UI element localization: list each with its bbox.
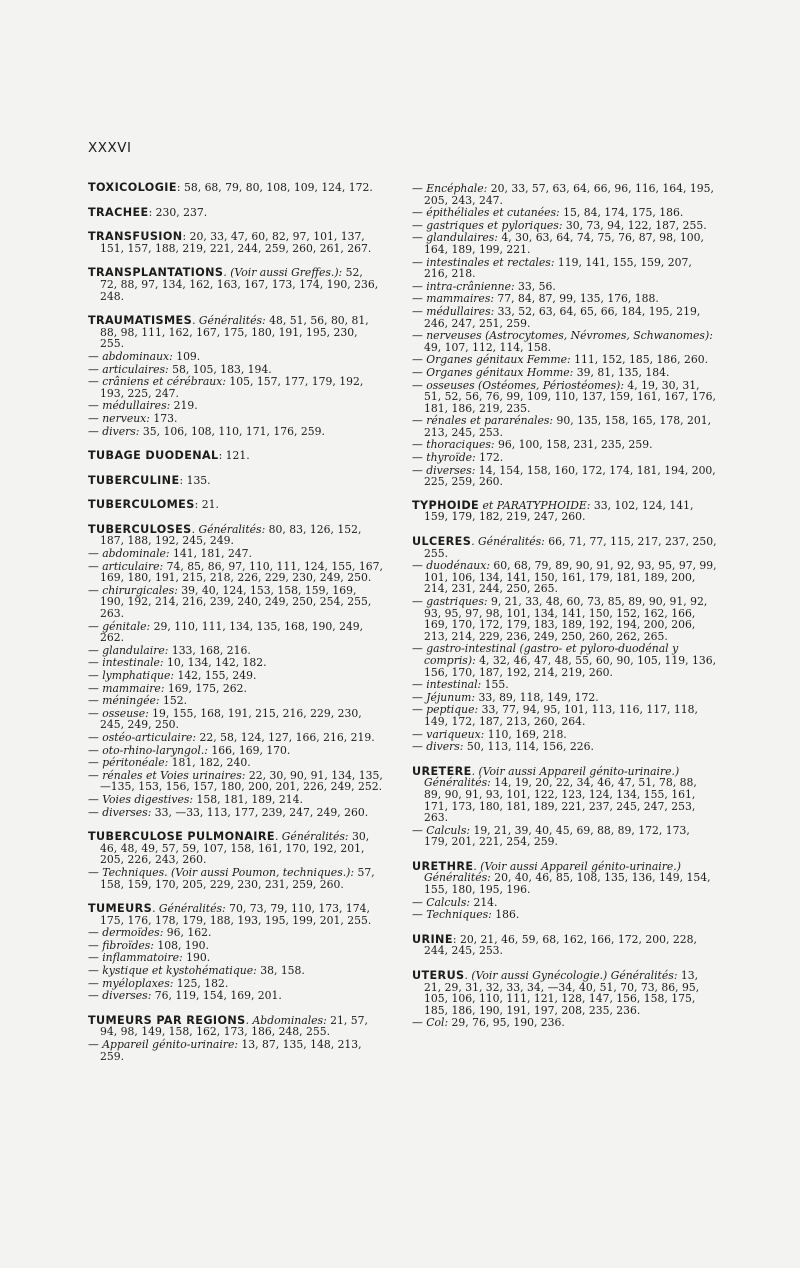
entry-heading: TUBAGE DUODENAL bbox=[88, 449, 219, 463]
sub-entry-label: — chirurgicales: bbox=[88, 583, 178, 597]
sub-entry-page-refs: 22, 30, 90, 91, 134, 135, —135, 153, 156, 157, 180, 200, 201, 226, 249, 252. bbox=[100, 768, 383, 794]
index-entry bbox=[88, 315, 383, 437]
sub-entry bbox=[88, 351, 383, 363]
entry-main-line bbox=[88, 903, 383, 926]
sub-entry-label: — diverses: bbox=[412, 463, 476, 477]
sub-entry-page-refs: 142, 155, 249. bbox=[174, 669, 257, 682]
entry-heading: TUBERCULOSE PULMONAIRE bbox=[88, 830, 275, 844]
index-entry bbox=[412, 500, 717, 523]
entry-heading: TYPHOIDE bbox=[412, 498, 480, 512]
sub-entry-page-refs: 125, 182. bbox=[173, 976, 229, 990]
index-entry bbox=[412, 536, 717, 753]
left-column bbox=[88, 182, 383, 1075]
sub-entry-page-refs: 173. bbox=[149, 411, 178, 425]
entry-main-line bbox=[88, 182, 383, 194]
sub-entry bbox=[88, 1039, 383, 1062]
sub-entry-page-refs: 58, 105, 183, 194. bbox=[168, 362, 272, 376]
entry-qualifier: . Généralités: bbox=[191, 522, 266, 536]
sub-entry-page-refs: 35, 106, 108, 110, 171, 176, 259. bbox=[139, 424, 325, 438]
sub-entry bbox=[88, 645, 383, 657]
index-entry bbox=[88, 182, 383, 194]
sub-entry-label: — kystique et kystohématique: bbox=[88, 964, 257, 978]
sub-entry-label: — divers: bbox=[412, 740, 464, 754]
sub-entry bbox=[88, 757, 383, 769]
sub-entry-page-refs: 30, 73, 94, 122, 187, 255. bbox=[562, 218, 707, 232]
entry-page-refs: : 21. bbox=[194, 498, 219, 512]
sub-entry-page-refs: 77, 84, 87, 99, 135, 176, 188. bbox=[494, 292, 659, 306]
sub-entry bbox=[88, 400, 383, 412]
entry-main-line bbox=[88, 231, 383, 254]
entry-heading: TRAUMATISMES bbox=[88, 314, 193, 328]
entry-main-line bbox=[88, 450, 383, 462]
sub-entry-page-refs: 190. bbox=[182, 951, 211, 965]
entry-heading: TUMEURS PAR REGIONS bbox=[88, 1013, 246, 1027]
sub-entry bbox=[88, 657, 383, 669]
entry-heading: TRANSFUSION bbox=[88, 230, 183, 244]
sub-entry-page-refs: 39, 81, 135, 184. bbox=[573, 365, 670, 379]
entry-qualifier: . (Voir aussi Appareil génito-urinaire.) Généralités: bbox=[424, 764, 680, 790]
entry-page-refs: 48, 51, 56, 80, 81, 88, 98, 111, 162, 167, 175, 180, 191, 195, 230, 255. bbox=[100, 314, 369, 351]
sub-entry bbox=[412, 220, 717, 232]
entry-heading: ULCERES bbox=[412, 535, 472, 549]
sub-entry bbox=[88, 708, 383, 731]
entry-main-line bbox=[412, 536, 717, 559]
sub-entry bbox=[88, 621, 383, 644]
sub-entry-label: — Voies digestives: bbox=[88, 792, 194, 806]
sub-entry bbox=[88, 376, 383, 399]
sub-entry-label: — myéloplaxes: bbox=[88, 976, 174, 990]
sub-entry-label: — Organes génitaux Homme: bbox=[412, 365, 574, 379]
entry-main-line bbox=[88, 1015, 383, 1038]
sub-entry bbox=[88, 952, 383, 964]
entry-page-refs: 80, 83, 126, 152, 187, 188, 192, 245, 249. bbox=[100, 522, 362, 548]
sub-entry-page-refs: 49, 107, 112, 114, 158. bbox=[424, 340, 552, 354]
sub-entry-page-refs: 96, 100, 158, 231, 235, 259. bbox=[494, 438, 653, 452]
sub-entry-page-refs: 219. bbox=[170, 399, 198, 413]
index-entry bbox=[88, 231, 383, 254]
index-entry bbox=[88, 831, 383, 890]
sub-entry-label: — mammaire: bbox=[88, 681, 165, 695]
sub-entry-page-refs: 141, 181, 247. bbox=[169, 547, 252, 561]
sub-entry-page-refs: 158, 181, 189, 214. bbox=[193, 792, 303, 806]
sub-entry bbox=[412, 897, 717, 909]
entry-qualifier: . (Voir aussi Appareil génito-urinaire.) Généralités: bbox=[424, 859, 681, 885]
sub-entry-label: — épithéliales et cutanées: bbox=[412, 206, 560, 220]
index-entry bbox=[412, 861, 717, 921]
entry-heading: TRANSPLANTATIONS bbox=[88, 266, 224, 280]
sub-entry-label: — articulaires: bbox=[88, 362, 169, 376]
index-entry bbox=[412, 183, 717, 488]
sub-entry-label: — lymphatique: bbox=[88, 669, 175, 682]
sub-entry bbox=[412, 643, 717, 678]
sub-entry-page-refs: 214. bbox=[470, 895, 498, 909]
entry-main-line bbox=[88, 831, 383, 866]
sub-entry bbox=[88, 978, 383, 990]
sub-entry-page-refs: 38, 158. bbox=[256, 964, 305, 978]
sub-entry-page-refs: 14, 154, 158, 160, 172, 174, 181, 194, 200, 225, 259, 260. bbox=[424, 463, 716, 489]
sub-entry-page-refs: 9, 21, 33, 48, 60, 73, 85, 89, 90, 91, 92, 93, 95, 97, 98, 101, 134, 141, 150, 152, 162, 166, 169, 170, 172, 179, 183, 189, 192, 194, 200, 206, 213, 214, 229, 236, 249, 250, 260, 262, 265. bbox=[424, 595, 708, 643]
sub-entry-label: — péritonéale: bbox=[88, 756, 169, 770]
sub-entry-page-refs: 22, 58, 124, 127, 166, 216, 219. bbox=[196, 730, 375, 744]
index-entry bbox=[88, 903, 383, 1002]
sub-entry-page-refs: 166, 169, 170. bbox=[207, 743, 291, 757]
sub-entry-page-refs: 29, 76, 95, 190, 236. bbox=[448, 1016, 565, 1030]
sub-entry bbox=[412, 909, 717, 921]
sub-entry-page-refs: 19, 155, 168, 191, 215, 216, 229, 230, 245, 249, 250. bbox=[100, 706, 362, 732]
entry-qualifier: . Généralités: bbox=[471, 535, 545, 549]
sub-entry-label: — médullaires: bbox=[412, 304, 495, 318]
entry-heading: URINE bbox=[412, 932, 453, 946]
sub-entry bbox=[412, 330, 717, 353]
index-entry bbox=[412, 970, 717, 1029]
entry-page-refs: 66, 71, 77, 115, 217, 237, 250, 255. bbox=[424, 535, 717, 560]
sub-entry bbox=[88, 927, 383, 939]
sub-entry-page-refs: 33, 52, 63, 64, 65, 66, 184, 195, 219, 246, 247, 251, 259. bbox=[424, 304, 701, 330]
sub-entry-label: — osseuses (Ostéomes, Périostéomes): bbox=[412, 378, 624, 392]
entry-main-line bbox=[88, 315, 383, 350]
sub-entry bbox=[412, 560, 717, 595]
sub-entry-page-refs: 4, 19, 30, 31, 51, 52, 56, 76, 99, 109, 110, 137, 159, 161, 167, 176, 181, 186, 219, 235. bbox=[424, 378, 716, 415]
sub-entry-page-refs: 181, 182, 240. bbox=[168, 756, 251, 770]
sub-entry-label: — abdominaux: bbox=[88, 349, 173, 363]
sub-entry bbox=[88, 426, 383, 438]
entry-qualifier: . Abdominales: bbox=[245, 1013, 327, 1027]
sub-entry-label: — rénales et Voies urinaires: bbox=[88, 768, 246, 782]
sub-entry bbox=[412, 439, 717, 451]
sub-entry bbox=[88, 364, 383, 376]
sub-entry-page-refs: 152. bbox=[159, 694, 188, 708]
entry-main-line bbox=[412, 970, 717, 1016]
sub-entry-page-refs: 4, 30, 63, 64, 74, 75, 76, 87, 98, 100, 164, 189, 199, 221. bbox=[424, 231, 704, 256]
sub-entry-label: — médullaires: bbox=[88, 399, 171, 413]
entry-page-refs: 30, 46, 48, 49, 57, 59, 107, 158, 161, 170, 192, 201, 205, 226, 243, 260. bbox=[100, 830, 370, 867]
index-entry bbox=[88, 1015, 383, 1062]
sub-entry-page-refs: 13, 87, 135, 148, 213, 259. bbox=[100, 1038, 362, 1063]
sub-entry bbox=[412, 183, 717, 206]
sub-entry bbox=[88, 561, 383, 584]
sub-entry bbox=[88, 867, 383, 890]
sub-entry-page-refs: 76, 119, 154, 169, 201. bbox=[151, 989, 282, 1003]
entry-main-line bbox=[88, 499, 383, 511]
sub-entry bbox=[88, 413, 383, 425]
entry-page-refs: 52, 72, 88, 97, 134, 162, 163, 167, 173, 174, 190, 236, 248. bbox=[100, 266, 379, 303]
sub-entry-label: — peptique: bbox=[412, 703, 479, 717]
entry-heading: URETHRE bbox=[412, 859, 474, 873]
sub-entry-label: — articulaire: bbox=[88, 559, 164, 573]
sub-entry-page-refs: 105, 157, 177, 179, 192, 193, 225, 247. bbox=[100, 375, 364, 400]
sub-entry-page-refs: 4, 32, 46, 47, 48, 55, 60, 90, 105, 119, 136, 156, 170, 187, 192, 214, 219, 260. bbox=[424, 653, 717, 679]
entry-qualifier: . Généralités: bbox=[192, 314, 266, 328]
sub-entry-label: — duodénaux: bbox=[412, 559, 490, 573]
sub-entry bbox=[412, 465, 717, 488]
sub-entry-page-refs: 33, 89, 118, 149, 172. bbox=[475, 690, 599, 704]
sub-entry bbox=[412, 825, 717, 848]
entry-qualifier: et PARATYPHOIDE: bbox=[479, 498, 591, 512]
sub-entry-page-refs: 50, 113, 114, 156, 226. bbox=[463, 740, 594, 754]
sub-entry bbox=[412, 415, 717, 438]
sub-entry-label: — Col: bbox=[412, 1016, 449, 1030]
entry-page-refs: : 20, 33, 47, 60, 82, 97, 101, 137, 151, 157, 188, 219, 221, 244, 259, 260, 261, 267. bbox=[100, 230, 372, 255]
sub-entry bbox=[412, 1017, 717, 1029]
sub-entry-label: — ostéo-articulaire: bbox=[88, 730, 197, 744]
sub-entry-page-refs: 169, 175, 262. bbox=[164, 681, 247, 695]
entry-page-refs: 20, 40, 46, 85, 108, 135, 136, 149, 154, 155, 180, 195, 196. bbox=[424, 871, 711, 897]
sub-entry bbox=[88, 548, 383, 560]
sub-entry-page-refs: 19, 21, 39, 40, 45, 69, 88, 89, 172, 173, 179, 201, 221, 254, 259. bbox=[424, 823, 690, 849]
sub-entry-page-refs: 109. bbox=[172, 349, 201, 363]
sub-entry bbox=[88, 990, 383, 1002]
sub-entry-label: — fibroïdes: bbox=[88, 938, 154, 952]
sub-entry-page-refs: 111, 152, 185, 186, 260. bbox=[570, 353, 709, 367]
entry-main-line bbox=[412, 500, 717, 523]
entry-page-refs: 33, 102, 124, 141, 159, 179, 182, 219, 247, 260. bbox=[424, 498, 694, 524]
sub-entry bbox=[88, 807, 383, 819]
sub-entry-page-refs: 15, 84, 174, 175, 186. bbox=[559, 206, 684, 220]
sub-entry-label: — inflammatoire: bbox=[88, 951, 183, 965]
sub-entry-label: — méningée: bbox=[88, 694, 160, 708]
index-entry bbox=[88, 499, 383, 511]
sub-entry-page-refs: 110, 169, 218. bbox=[484, 727, 567, 741]
sub-entry bbox=[412, 729, 717, 741]
sub-entry-page-refs: 39, 40, 124, 153, 158, 159, 169, 190, 192, 214, 216, 239, 240, 249, 250, 254, 255, 263. bbox=[100, 583, 372, 621]
sub-entry-label: — mammaires: bbox=[412, 292, 494, 306]
entry-page-refs: 14, 19, 20, 22, 34, 46, 47, 51, 78, 88, 89, 90, 91, 93, 101, 122, 123, 124, 134, 155, 161, 171, 173, 180, 181, 189, 221, 237, 245, 247, 253, 263. bbox=[424, 776, 697, 825]
sub-entry-page-refs: 20, 33, 57, 63, 64, 66, 96, 116, 164, 195, 205, 243, 247. bbox=[424, 182, 714, 207]
entry-heading: TUMEURS bbox=[88, 902, 153, 916]
right-column bbox=[412, 182, 717, 1042]
sub-entry-label: — abdominale: bbox=[88, 547, 170, 561]
sub-entry-label: — thoraciques: bbox=[412, 438, 495, 452]
entry-heading: UTERUS bbox=[412, 969, 465, 983]
sub-entry-label: — Appareil génito-urinaire: bbox=[88, 1038, 238, 1052]
sub-entry-label: — Techniques. (Voir aussi Poumon, techniques.): bbox=[88, 865, 355, 879]
sub-entry bbox=[412, 354, 717, 366]
sub-entry-label: — Jéjunum: bbox=[412, 690, 476, 704]
entry-main-line bbox=[88, 207, 383, 219]
sub-entry-label: — osseuse: bbox=[88, 706, 149, 720]
sub-entry bbox=[88, 670, 383, 682]
sub-entry bbox=[88, 940, 383, 952]
sub-entry-page-refs: 33, 77, 94, 95, 101, 113, 116, 117, 118, 149, 172, 187, 213, 260, 264. bbox=[424, 703, 698, 728]
entry-page-refs: : 121. bbox=[218, 449, 250, 463]
entry-qualifier: . Généralités: bbox=[152, 902, 226, 916]
entry-page-refs: 21, 57, 94, 98, 149, 158, 162, 173, 186, 248, 255. bbox=[100, 1013, 368, 1039]
sub-entry-page-refs: 33, 56. bbox=[514, 279, 556, 293]
sub-entry-page-refs: 60, 68, 79, 89, 90, 91, 92, 93, 95, 97, 99, 101, 106, 134, 141, 150, 161, 179, 181, 189, 200, 214, 231, 244, 250, 265. bbox=[424, 559, 717, 596]
sub-entry bbox=[412, 281, 717, 293]
entry-main-line bbox=[88, 524, 383, 547]
entry-qualifier: . (Voir aussi Gynécologie.) Généralités: bbox=[464, 969, 678, 983]
sub-entry-label: — Encéphale: bbox=[412, 182, 488, 195]
entry-heading: TUBERCULOSES bbox=[88, 522, 192, 536]
entry-main-line bbox=[412, 861, 717, 896]
sub-entry-page-refs: 186. bbox=[491, 908, 520, 922]
entry-main-line bbox=[412, 934, 717, 957]
entry-main-line bbox=[412, 766, 717, 824]
sub-entry bbox=[412, 596, 717, 642]
sub-entry bbox=[412, 367, 717, 379]
sub-entry-label: — crâniens et cérébraux: bbox=[88, 375, 226, 389]
sub-entry-page-refs: 108, 190. bbox=[153, 938, 209, 952]
entry-qualifier: . Généralités: bbox=[274, 830, 349, 844]
sub-entry-page-refs: 74, 85, 86, 97, 110, 111, 124, 155, 167, 169, 180, 191, 215, 218, 226, 229, 230, 249, 250. bbox=[100, 559, 383, 585]
entry-page-refs: 13, 21, 29, 31, 32, 33, 34, —34, 40, 51, 70, 73, 86, 95, 105, 106, 110, 111, 121, 128, 147, 156, 158, 175, 185, 186, 190, 191, 197, 208, 235, 236. bbox=[424, 969, 700, 1017]
sub-entry bbox=[88, 585, 383, 620]
sub-entry bbox=[88, 683, 383, 695]
sub-entry-page-refs: 10, 134, 142, 182. bbox=[163, 656, 267, 670]
sub-entry-label: — Calculs: bbox=[412, 895, 471, 909]
sub-entry bbox=[88, 770, 383, 793]
index-entry bbox=[412, 934, 717, 957]
sub-entry-label: — gastriques: bbox=[412, 595, 488, 608]
sub-entry bbox=[412, 293, 717, 305]
sub-entry-page-refs: 133, 168, 216. bbox=[168, 643, 251, 657]
sub-entry bbox=[412, 232, 717, 255]
index-entry bbox=[412, 766, 717, 848]
sub-entry-page-refs: 155. bbox=[481, 678, 509, 692]
page-number: XXXVI bbox=[88, 140, 132, 156]
entry-page-refs: 70, 73, 79, 110, 173, 174, 175, 176, 178, 179, 188, 193, 195, 199, 201, 255. bbox=[100, 902, 372, 927]
entry-heading: TUBERCULINE bbox=[88, 473, 180, 487]
sub-entry-page-refs: 90, 135, 158, 165, 178, 201, 213, 245, 253. bbox=[424, 414, 712, 439]
index-entry bbox=[88, 475, 383, 487]
sub-entry-label: — gastro-intestinal (gastro- et pyloro-duodénal y compris): bbox=[412, 642, 679, 667]
sub-entry-label: — intestinales et rectales: bbox=[412, 255, 555, 269]
sub-entry bbox=[412, 741, 717, 753]
entry-heading: TOXICOLOGIE bbox=[88, 181, 177, 194]
entry-page-refs: : 20, 21, 46, 59, 68, 162, 166, 172, 200, 228, 244, 245, 253. bbox=[424, 932, 697, 958]
sub-entry-label: — Organes génitaux Femme: bbox=[412, 353, 571, 367]
sub-entry-label: — thyroïde: bbox=[412, 451, 476, 465]
sub-entry-page-refs: 33, —33, 113, 177, 239, 247, 249, 260. bbox=[151, 805, 369, 819]
sub-entry-page-refs: 57, 158, 159, 170, 205, 229, 230, 231, 259, 260. bbox=[100, 865, 375, 891]
entry-page-refs: : 58, 68, 79, 80, 108, 109, 124, 172. bbox=[176, 181, 373, 194]
sub-entry-label: — intestinal: bbox=[412, 678, 482, 692]
sub-entry bbox=[88, 732, 383, 744]
sub-entry-label: — dermoïdes: bbox=[88, 926, 164, 940]
entry-main-line bbox=[88, 267, 383, 302]
sub-entry bbox=[88, 965, 383, 977]
sub-entry bbox=[412, 679, 717, 691]
sub-entry-label: — gastriques et pyloriques: bbox=[412, 218, 563, 232]
sub-entry bbox=[88, 695, 383, 707]
sub-entry-label: — Techniques: bbox=[412, 908, 492, 922]
sub-entry bbox=[412, 207, 717, 219]
sub-entry-label: — diverses: bbox=[88, 805, 152, 819]
sub-entry-label: — nerveuses (Astrocytomes, Névromes, Schwanomes): bbox=[412, 329, 713, 343]
sub-entry-label: — divers: bbox=[88, 424, 140, 438]
sub-entry-label: — glandulaire: bbox=[88, 643, 169, 657]
sub-entry-label: — intestinale: bbox=[88, 656, 164, 670]
sub-entry-label: — oto-rhino-laryngol.: bbox=[88, 743, 208, 757]
sub-entry-label: — rénales et pararénales: bbox=[412, 414, 554, 428]
sub-entry bbox=[412, 306, 717, 329]
entry-heading: URETERE bbox=[412, 764, 472, 778]
sub-entry bbox=[412, 692, 717, 704]
index-entry bbox=[88, 524, 383, 818]
sub-entry bbox=[412, 452, 717, 464]
sub-entry-page-refs: 119, 141, 155, 159, 207, 216, 218. bbox=[424, 255, 692, 281]
sub-entry bbox=[412, 257, 717, 280]
sub-entry-label: — nerveux: bbox=[88, 411, 150, 425]
sub-entry bbox=[412, 380, 717, 415]
sub-entry bbox=[412, 704, 717, 727]
index-entry bbox=[88, 450, 383, 462]
entry-heading: TRACHEE bbox=[88, 205, 149, 219]
index-entry bbox=[88, 207, 383, 219]
index-entry bbox=[88, 267, 383, 302]
sub-entry-label: — intra-crânienne: bbox=[412, 279, 515, 293]
sub-entry-page-refs: 172. bbox=[475, 451, 504, 465]
entry-page-refs: : 230, 237. bbox=[148, 205, 208, 219]
sub-entry-label: — glandulaires: bbox=[412, 231, 498, 245]
sub-entry bbox=[88, 794, 383, 806]
entry-heading: TUBERCULOMES bbox=[88, 498, 195, 512]
sub-entry-page-refs: 29, 110, 111, 134, 135, 168, 190, 249, 262. bbox=[100, 619, 364, 645]
entry-page-refs: : 135. bbox=[179, 473, 211, 487]
sub-entry bbox=[88, 745, 383, 757]
sub-entry-label: — diverses: bbox=[88, 989, 152, 1003]
entry-qualifier: . (Voir aussi Greffes.): bbox=[223, 266, 343, 280]
sub-entry-label: — variqueux: bbox=[412, 727, 485, 741]
entry-main-line bbox=[88, 475, 383, 487]
sub-entry-label: — génitale: bbox=[88, 619, 151, 633]
sub-entry-label: — Calculs: bbox=[412, 823, 471, 837]
sub-entry-page-refs: 96, 162. bbox=[163, 926, 212, 940]
